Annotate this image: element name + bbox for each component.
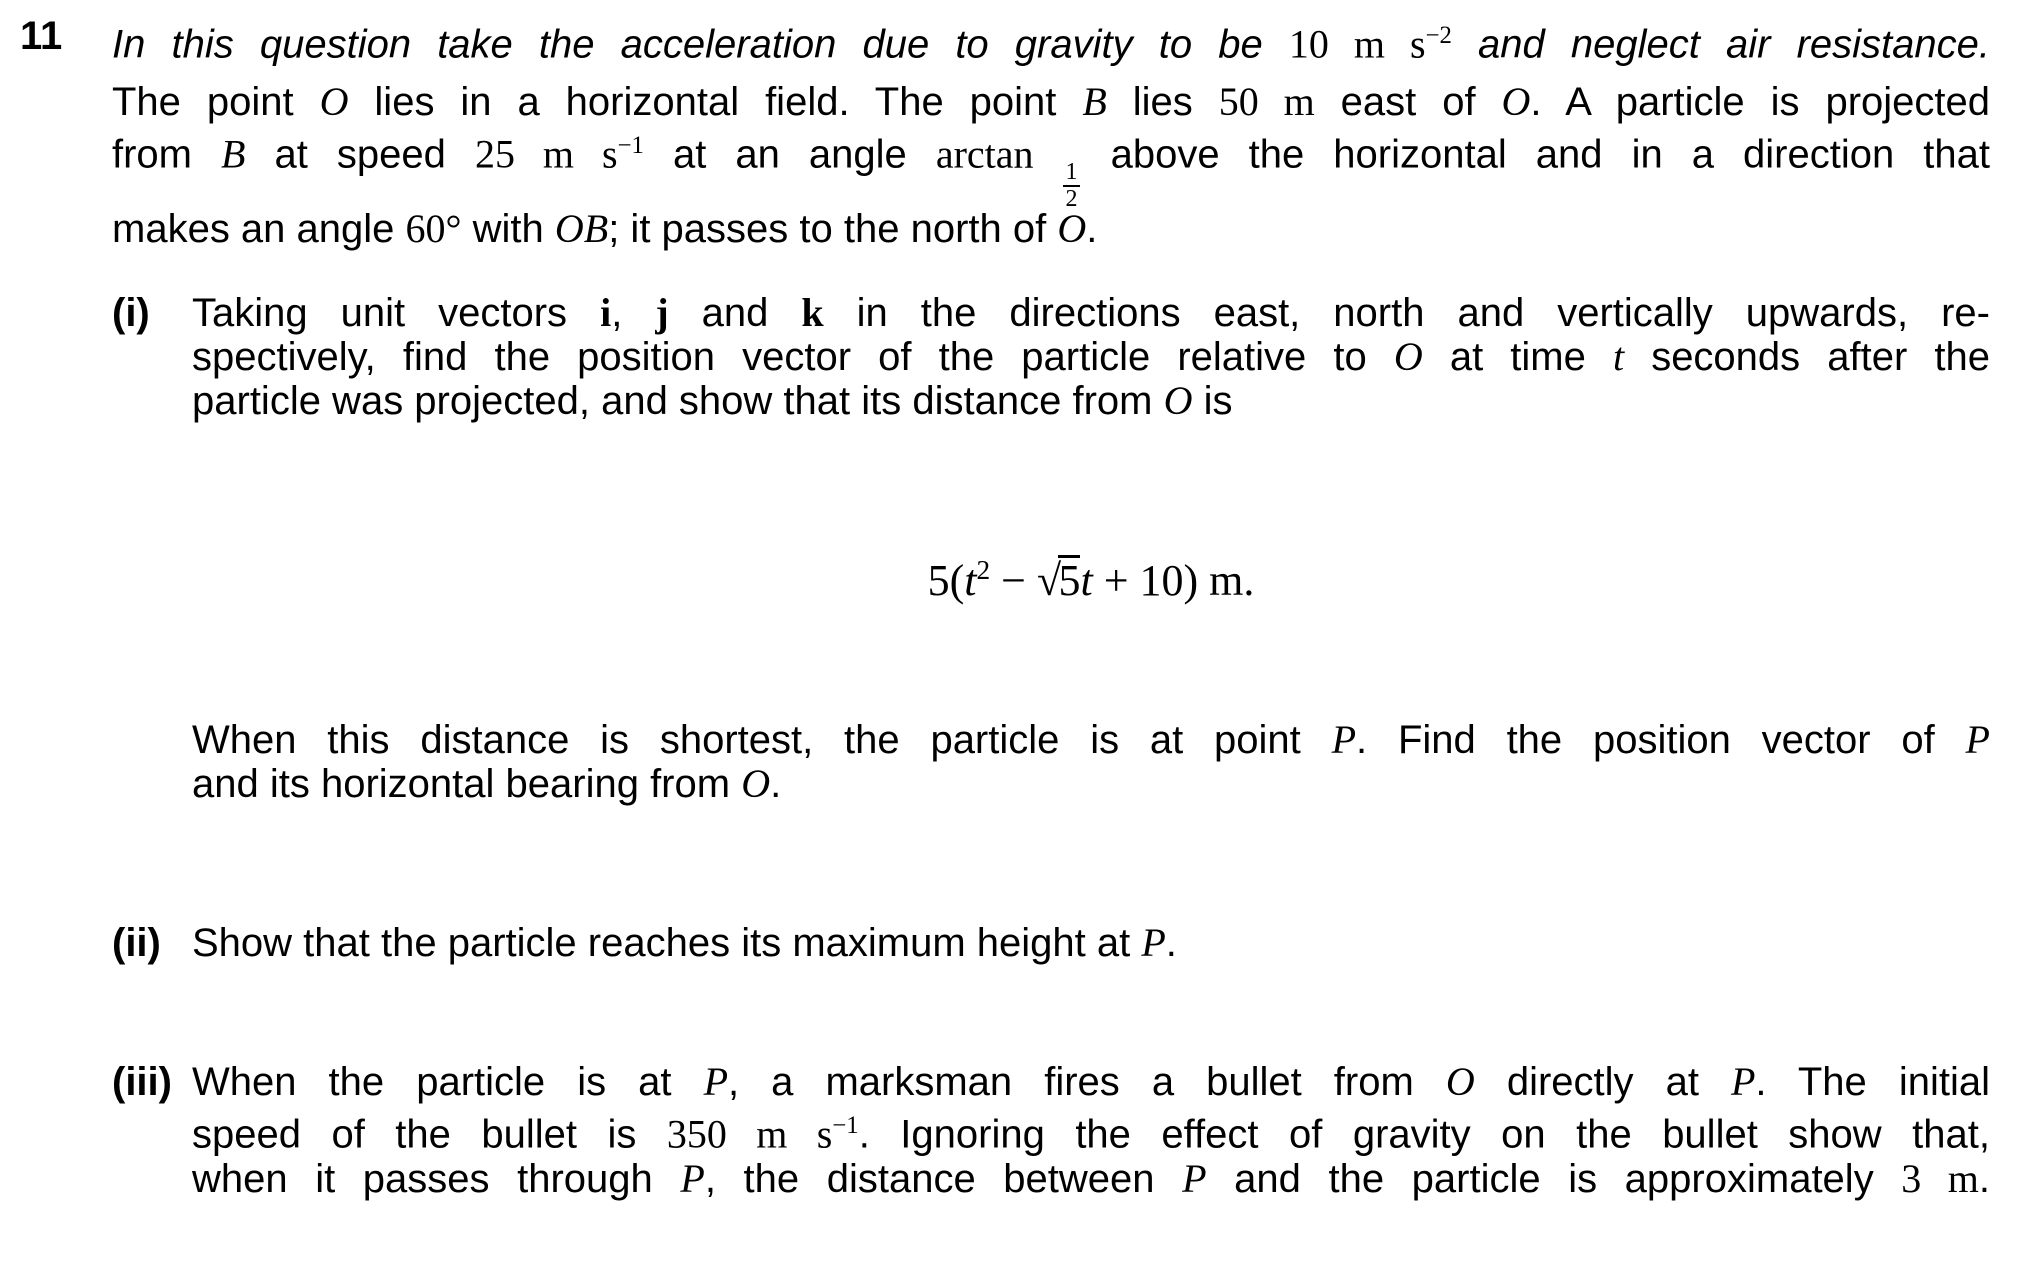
question-number: 11 — [20, 14, 63, 58]
part-iii-body — [192, 1060, 1990, 1200]
part-i-label: (i) — [112, 291, 150, 336]
text-line: makes an angle 60° with OB; it passes to the north of O. — [112, 206, 1098, 252]
question-header — [20, 14, 1990, 66]
text-line: Show that the particle reaches its maximum height at P. — [192, 920, 1177, 966]
intro-paragraph — [112, 80, 1990, 251]
text-line: The point O lies in a horizontal field. The point B lies 50 m east of O. A particle is projected — [112, 79, 1990, 125]
part-ii-body — [192, 921, 1990, 965]
text-line: When this distance is shortest, the particle is at point P. Find the position vector of P — [192, 717, 1990, 763]
part-i-body — [192, 291, 1990, 806]
text-line: and its horizontal bearing from O. — [192, 761, 782, 807]
part-ii-label: (ii) — [112, 921, 161, 966]
text-line: from B at speed 25 m $s^{-1}$ at an angle arctan $\frac{1}{2}$ above the horizontal and in a direction that — [112, 131, 1990, 212]
text-line: Taking unit vectors i, j and k in the directions east, north and vertically upwards, re- — [192, 290, 1991, 336]
text-line: speed of the bullet is 350 m $s^{-1}$. Ignoring the effect of gravity on the bullet show that, — [192, 1111, 1990, 1157]
text-line: When the particle is at P, a marksman fires a bullet from O directly at P. The initial — [192, 1059, 1990, 1105]
question-preamble: In this question take the acceleration due to gravity to be 10 m $s^{-2}$ and neglect air resistance. — [112, 21, 1990, 67]
text-line: when it passes through P, the distance between P and the particle is approximately 3 m. — [192, 1155, 1990, 1201]
text-line: spectively, find the position vector of the particle relative to O at time t seconds after the — [192, 334, 1991, 380]
part-iii-label: (iii) — [112, 1060, 172, 1105]
part-iii — [112, 1060, 1990, 1200]
display-formula — [192, 528, 1990, 623]
text-line: particle was projected, and show that its distance from O is — [192, 378, 1233, 424]
part-i — [112, 291, 1990, 806]
part-ii — [112, 921, 1990, 965]
exam-page — [20, 14, 1990, 1201]
formula-expression: $5(t^2 - √5t + 10)$ m. — [927, 555, 1255, 606]
